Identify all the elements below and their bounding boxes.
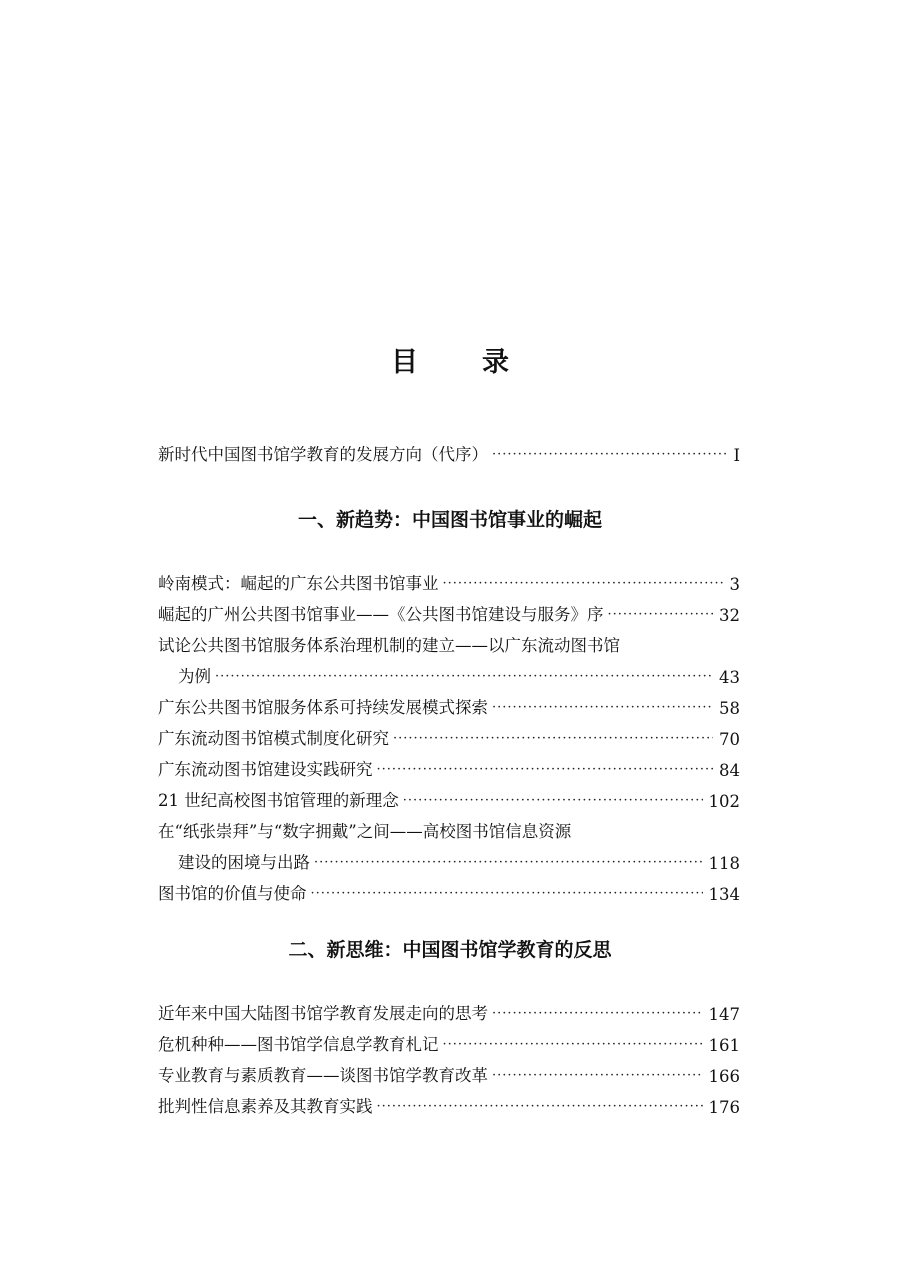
preface-entry[interactable]: [158, 434, 740, 465]
entry-title: 广东流动图书馆建设实践研究: [158, 760, 373, 779]
page-title: [0, 340, 900, 379]
leader-dots: [492, 698, 713, 718]
entry-title: 崛起的广州公共图书馆事业——《公共图书馆建设与服务》序: [158, 605, 604, 624]
toc-entry[interactable]: [158, 811, 740, 842]
title-char-2: 录: [482, 347, 509, 378]
entry-title: 图书馆的价值与使命: [158, 884, 307, 903]
entry-page: 134: [708, 885, 740, 904]
entry-page: I: [733, 446, 740, 465]
toc-entry[interactable]: [158, 625, 740, 656]
entry-title: 为例: [178, 667, 211, 686]
section-1-entries: [158, 563, 740, 904]
entry-title: 岭南模式：崛起的广东公共图书馆事业: [158, 574, 439, 593]
entry-title: 近年来中国大陆图书馆学教育发展走向的思考: [158, 1004, 488, 1023]
toc-entry[interactable]: [158, 873, 740, 904]
leader-dots: [215, 667, 713, 687]
entry-title: 在“纸张崇拜”与“数字拥戴”之间——高校图书馆信息资源: [158, 822, 572, 841]
leader-dots: [608, 605, 714, 625]
toc-entry[interactable]: [158, 563, 740, 594]
entry-page: 147: [708, 1005, 740, 1024]
toc-entry[interactable]: [158, 1024, 740, 1055]
entry-title: 试论公共图书馆服务体系治理机制的建立——以广东流动图书馆: [158, 636, 620, 655]
leader-dots: [403, 791, 703, 811]
entry-page: 102: [708, 792, 740, 811]
entry-title: 广东公共图书馆服务体系可持续发展模式探索: [158, 698, 488, 717]
leader-dots: [492, 1004, 703, 1024]
entry-title: 广东流动图书馆模式制度化研究: [158, 729, 389, 748]
leader-dots: [393, 729, 713, 749]
entry-page: 176: [708, 1098, 740, 1117]
entry-page: 166: [708, 1067, 740, 1086]
title-char-1: 目: [391, 347, 418, 378]
entry-page: 70: [719, 730, 740, 749]
leader-dots: [492, 1066, 703, 1086]
toc-entry[interactable]: [158, 1055, 740, 1086]
entry-title: 21 世纪高校图书馆管理的新理念: [158, 791, 399, 810]
entry-title: 新时代中国图书馆学教育的发展方向（代序）: [158, 445, 488, 464]
entry-page: 118: [708, 854, 740, 873]
entry-page: 161: [708, 1036, 740, 1055]
leader-dots: [443, 574, 724, 594]
entry-title: 危机种种——图书馆学信息学教育札记: [158, 1035, 439, 1054]
leader-dots: [492, 445, 727, 465]
toc-entry[interactable]: [158, 749, 740, 780]
entry-title: 建设的困境与出路: [178, 853, 310, 872]
toc-entry-continued[interactable]: [158, 842, 740, 873]
toc-entry[interactable]: [158, 594, 740, 625]
entry-page: 58: [719, 699, 740, 718]
entry-page: 32: [719, 606, 740, 625]
entry-page: 3: [729, 575, 740, 594]
section-2-entries: [158, 993, 740, 1117]
entry-page: 84: [719, 761, 740, 780]
leader-dots: [311, 884, 703, 904]
leader-dots: [377, 760, 714, 780]
toc-entry[interactable]: [158, 718, 740, 749]
toc-entry[interactable]: [158, 993, 740, 1024]
toc-entry[interactable]: [158, 1086, 740, 1117]
leader-dots: [443, 1035, 703, 1055]
leader-dots: [377, 1097, 703, 1117]
entry-title: 批判性信息素养及其教育实践: [158, 1097, 373, 1116]
section-heading-1: 一、新趋势：中国图书馆事业的崛起: [297, 509, 602, 531]
toc-entry[interactable]: [158, 780, 740, 811]
leader-dots: [314, 853, 703, 873]
toc-entry-continued[interactable]: [158, 656, 740, 687]
entry-title: 专业教育与素质教育——谈图书馆学教育改革: [158, 1066, 488, 1085]
toc-entry[interactable]: [158, 687, 740, 718]
entry-page: 43: [719, 668, 740, 687]
section-heading-2: 二、新思维：中国图书馆学教育的反思: [288, 939, 612, 961]
